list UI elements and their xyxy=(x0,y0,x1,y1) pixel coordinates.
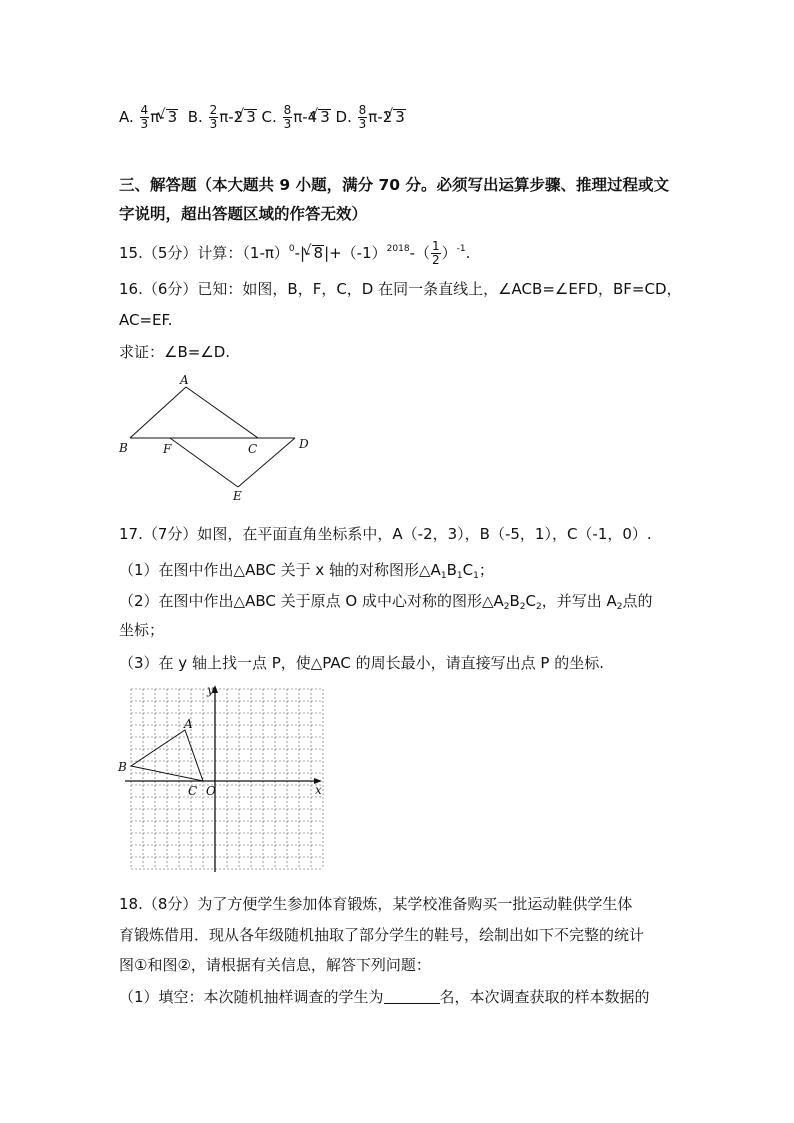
q17-text: 17.（7分）如图，在平面直角坐标系中，A（-2，3），B（-5，1），C（-1，0）. xyxy=(119,525,652,543)
axis-x-label: x xyxy=(315,783,322,797)
q14-options: A. $\frac{4}{3}$ π-√ 3 B. $\frac{2}{3}$ π-2√ 3 C. $\frac{8}{3}$ π-4√ 3 D. $\frac{8}{3}$ π-2√ 3 xyxy=(119,104,406,131)
label-f: F xyxy=(163,442,172,456)
q18-part1: （1）填空：本次随机抽样调查的学生为 名，本次调查获取的样本数据的 xyxy=(119,988,650,1006)
q15-fraction: $\frac{1}{2}$ xyxy=(431,239,440,267)
option-d-fraction: $\frac{8}{3}$ xyxy=(358,103,367,131)
point-c-label: C xyxy=(188,784,198,798)
option-a-fraction: $\frac{4}{3}$ xyxy=(140,103,149,131)
option-a-label: A. xyxy=(119,108,134,126)
q16-text: 16.（6分）已知：如图，B，F，C，D 在同一条直线上，∠ACB=∠EFD，BF=CD， xyxy=(119,280,682,298)
option-b-label: B. xyxy=(187,108,203,126)
section-heading-cont: 字说明，超出答题区域的作答无效） xyxy=(119,205,368,223)
point-a-label: A xyxy=(184,717,193,731)
q17-part2: （2）在图中作出△ABC 关于原点 O 成中心对称的图形$\triangle A_2B_2C_2$，并写出 $A_2$点的 xyxy=(119,592,653,612)
q17-part1: （1）在图中作出△ABC 关于 x 轴的对称图形$\triangle A_1B_1C_1$； xyxy=(119,561,494,581)
origin-label: O xyxy=(206,784,216,798)
q17-part3: （3）在 y 轴上找一点 P，使△PAC 的周长最小，请直接写出点 P 的坐标. xyxy=(119,654,604,672)
q16-figure xyxy=(115,372,315,507)
q18-text-cont: 育锻炼借用．现从各年级随机抽取了部分学生的鞋号，绘制出如下不完整的统计 xyxy=(119,926,645,944)
q18-text: 18.（8分）为了方便学生参加体育锻炼，某学校准备购买一批运动鞋供学生体 xyxy=(119,895,633,913)
option-c-sqrt: √ 3 xyxy=(318,109,331,125)
option-d-sqrt: √ 3 xyxy=(393,109,406,125)
q15-text: 15.（5分）计算：$(1-\pi)^0-|-√$ $8|+(-1)^{2018}-$（ $\frac{1}{2}$ ）$^{-1}$. xyxy=(119,238,470,267)
q18-text-cont2: 图①和图②，请根据有关信息，解答下列问题： xyxy=(119,956,431,974)
option-c-fraction: $\frac{8}{3}$ xyxy=(283,103,292,131)
label-b: B xyxy=(119,441,128,455)
label-e: E xyxy=(233,489,242,503)
q17-part2-cont: 坐标； xyxy=(119,621,165,639)
option-b-fraction: $\frac{2}{3}$ xyxy=(209,103,218,131)
label-d: D xyxy=(299,437,309,451)
label-a: A xyxy=(180,373,189,387)
q16-text-cont: AC=EF. xyxy=(119,311,173,329)
label-c: C xyxy=(248,442,258,456)
answer-blank[interactable] xyxy=(384,989,440,1004)
q17-coordinate-grid xyxy=(115,682,330,877)
q16-prove: 求证：∠B=∠D. xyxy=(119,343,231,361)
option-b-sqrt: √ 3 xyxy=(244,109,257,125)
option-a-sqrt: √ 3 xyxy=(166,109,179,125)
option-c-label: C. xyxy=(261,108,277,126)
q15-sqrt: √ 8 xyxy=(312,245,325,261)
axis-y-label: y xyxy=(207,683,214,697)
section-heading: 三、解答题（本大题共 9 小题，满分 70 分。必须写出运算步骤、推理过程或文 xyxy=(119,176,669,194)
option-d-label: D. xyxy=(335,108,352,126)
point-b-label: B xyxy=(118,760,127,774)
